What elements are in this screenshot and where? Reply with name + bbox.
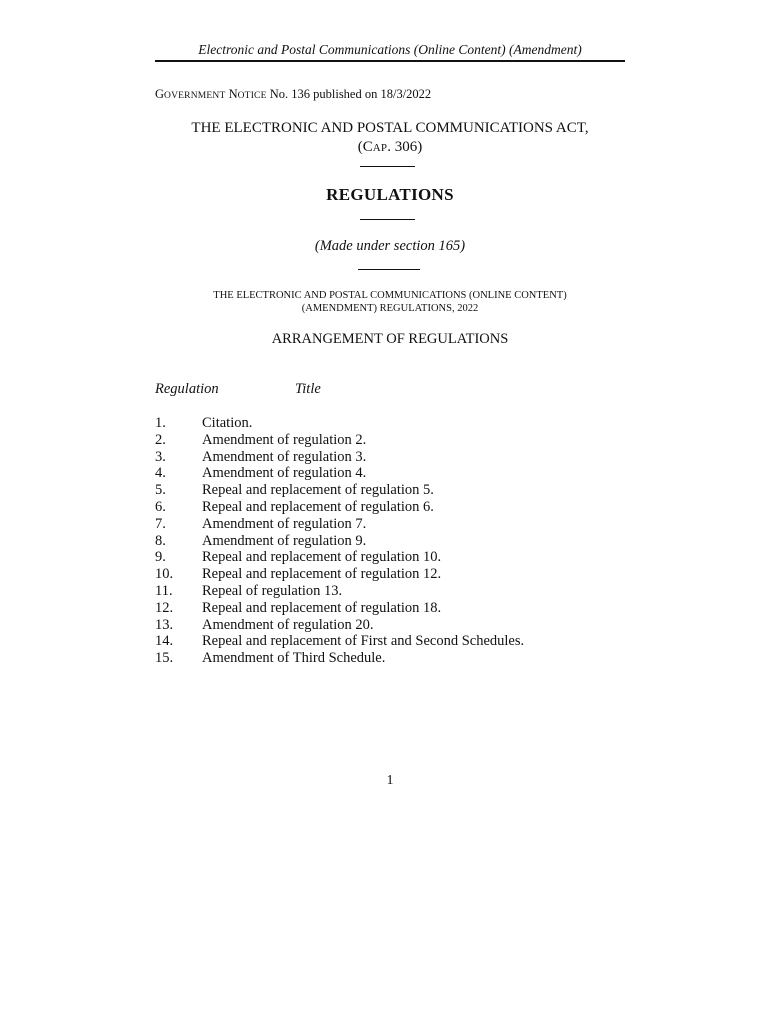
gov-notice-otice: OTICE bbox=[237, 91, 267, 101]
act-title: THE ELECTRONIC AND POSTAL COMMUNICATIONS ACT, bbox=[191, 120, 589, 136]
arrangement-list bbox=[155, 415, 625, 667]
toc-row bbox=[155, 633, 625, 650]
toc-number: 7. bbox=[155, 515, 166, 532]
toc-number: 12. bbox=[155, 599, 174, 616]
toc-number: 5. bbox=[155, 482, 166, 499]
running-header: Electronic and Postal Communications (Online Content) (Amendment) bbox=[198, 42, 582, 57]
toc-title: Repeal and replacement of regulation 18. bbox=[202, 599, 442, 616]
divider-rule-3 bbox=[358, 269, 420, 270]
toc-row bbox=[155, 566, 625, 583]
toc-row bbox=[155, 600, 625, 617]
act-cap-rest: . 306) bbox=[387, 139, 423, 155]
toc-number: 4. bbox=[155, 465, 166, 482]
toc-number: 1. bbox=[155, 415, 166, 431]
header-rule bbox=[155, 60, 625, 62]
column-heading-regulation: Regulation bbox=[155, 381, 219, 397]
toc-number: 8. bbox=[155, 532, 166, 549]
toc-number: 15. bbox=[155, 650, 174, 667]
regulations-title-line2: (AMENDMENT) REGULATIONS, 2022 bbox=[301, 303, 479, 314]
toc-number: 13. bbox=[155, 616, 174, 633]
toc-title: Amendment of regulation 7. bbox=[202, 515, 367, 532]
act-title-block bbox=[155, 119, 625, 158]
page-number: 1 bbox=[386, 773, 394, 788]
toc-number: 11. bbox=[155, 582, 173, 599]
toc-row bbox=[155, 482, 625, 499]
toc-row bbox=[155, 533, 625, 550]
act-cap-open: (C bbox=[357, 139, 373, 155]
arrangement-heading: ARRANGEMENT OF REGULATIONS bbox=[271, 331, 509, 347]
divider-rule-1 bbox=[360, 166, 415, 167]
toc-row bbox=[155, 617, 625, 634]
toc-title: Repeal of regulation 13. bbox=[202, 582, 343, 599]
toc-title: Amendment of Third Schedule. bbox=[202, 650, 386, 667]
toc-title: Amendment of regulation 20. bbox=[202, 616, 374, 633]
toc-row bbox=[155, 465, 625, 482]
toc-title: Amendment of regulation 3. bbox=[202, 448, 367, 465]
toc-number: 10. bbox=[155, 566, 174, 583]
toc-title: Citation. bbox=[202, 415, 253, 431]
toc-title: Amendment of regulation 9. bbox=[202, 532, 367, 549]
gov-notice-g: G bbox=[155, 87, 165, 101]
toc-number: 9. bbox=[155, 549, 166, 566]
gov-notice-details: No. 136 published on 18/3/2022 bbox=[269, 87, 432, 101]
gov-notice-n: N bbox=[228, 87, 238, 101]
toc-number: 14. bbox=[155, 633, 174, 650]
column-heading-title: Title bbox=[295, 381, 321, 397]
act-cap-small: AP bbox=[372, 142, 388, 154]
toc-row bbox=[155, 650, 625, 667]
toc-title: Repeal and replacement of regulation 12. bbox=[202, 566, 442, 583]
toc-row bbox=[155, 432, 625, 449]
toc-row bbox=[155, 516, 625, 533]
toc-number: 2. bbox=[155, 431, 166, 448]
act-cap bbox=[155, 138, 625, 158]
regulations-heading: REGULATIONS bbox=[326, 185, 454, 204]
toc-row bbox=[155, 549, 625, 566]
toc-row bbox=[155, 583, 625, 600]
toc-number: 6. bbox=[155, 498, 166, 515]
toc-title: Repeal and replacement of regulation 6. bbox=[202, 498, 434, 515]
regulations-title-line1: THE ELECTRONIC AND POSTAL COMMUNICATIONS (ONLINE CONTENT) bbox=[213, 290, 567, 301]
toc-title: Repeal and replacement of regulation 10. bbox=[202, 549, 442, 566]
toc-row bbox=[155, 415, 625, 432]
gov-notice-overnment: OVERNMENT bbox=[164, 91, 226, 101]
toc-row bbox=[155, 449, 625, 466]
divider-rule-2 bbox=[360, 219, 415, 220]
toc-title: Amendment of regulation 4. bbox=[202, 465, 367, 482]
government-notice bbox=[155, 87, 431, 102]
regulations-title bbox=[155, 289, 625, 315]
made-under-section: (Made under section 165) bbox=[314, 238, 466, 254]
toc-title: Repeal and replacement of regulation 5. bbox=[202, 482, 434, 499]
toc-row bbox=[155, 499, 625, 516]
toc-title: Amendment of regulation 2. bbox=[202, 431, 367, 448]
toc-number: 3. bbox=[155, 448, 166, 465]
toc-title: Repeal and replacement of First and Second Schedules. bbox=[202, 633, 525, 650]
